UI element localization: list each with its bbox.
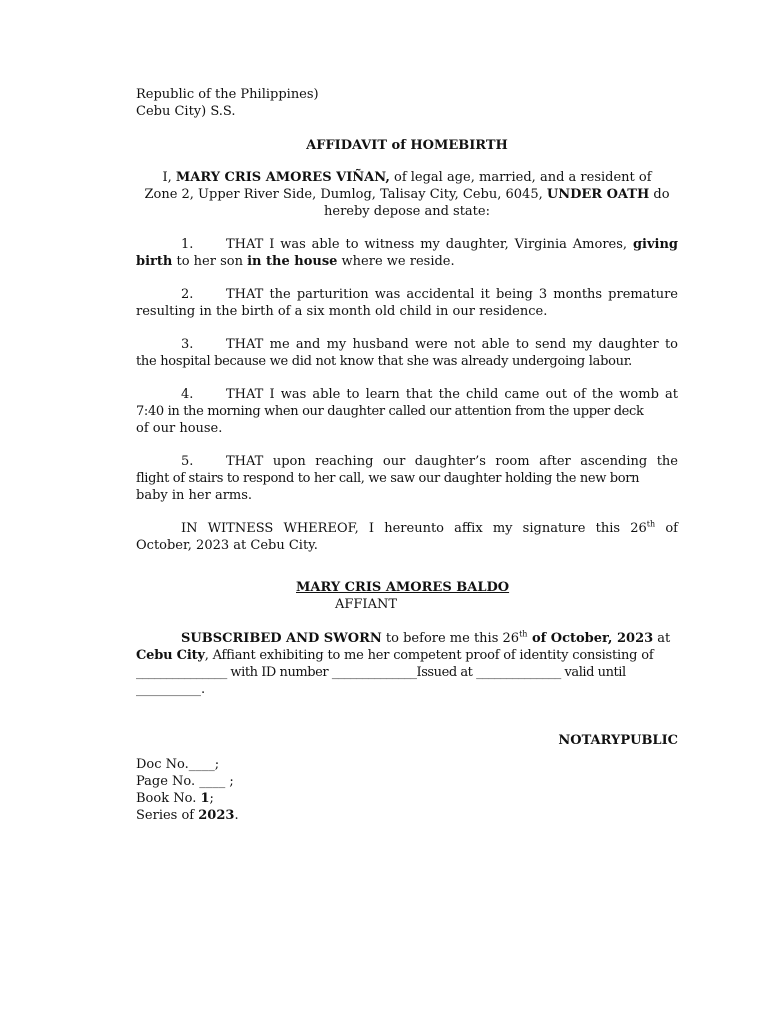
affidavit-document bbox=[136, 86, 678, 824]
item-number: 2. bbox=[181, 287, 194, 302]
list-item-4 bbox=[136, 386, 678, 437]
jurat-line-3: _______________ with ID number ______________Issued at ______________ valid until bbox=[136, 665, 626, 680]
document-register bbox=[136, 756, 678, 824]
jurat-text: to before me this 26 bbox=[381, 631, 520, 646]
item-2-line-2: resulting in the birth of a six month old child in our residence. bbox=[136, 304, 548, 319]
item-text: THAT me and my husband were not able to send my daughter to bbox=[226, 337, 678, 352]
book-number bbox=[136, 790, 678, 807]
item-4-line-3: of our house. bbox=[136, 421, 223, 436]
item-3-line-1 bbox=[136, 336, 678, 353]
item-2-line-1 bbox=[136, 286, 678, 303]
item-number: 5. bbox=[181, 454, 194, 469]
ordinal-suffix: th bbox=[646, 519, 656, 529]
intro-line-3: hereby depose and state: bbox=[324, 204, 490, 219]
item-bold-text: giving bbox=[632, 237, 678, 252]
list-item-3 bbox=[136, 336, 678, 370]
intro-paragraph bbox=[136, 169, 678, 220]
item-text: to her son bbox=[172, 254, 248, 269]
doc-number: Doc No.____; bbox=[136, 757, 220, 772]
affiant-name-bold: MARY CRIS AMORES VIÑAN, bbox=[175, 170, 390, 185]
item-number: 3. bbox=[181, 337, 194, 352]
witness-text: of bbox=[655, 521, 678, 536]
page-number: Page No. ____ ; bbox=[136, 774, 234, 789]
item-5-line-2: flight of stairs to respond to her call, we saw our daughter holding the new born bbox=[136, 471, 640, 486]
affiant-label: AFFIANT bbox=[335, 597, 397, 612]
book-punct: ; bbox=[209, 791, 214, 806]
book-label: Book No. bbox=[136, 791, 201, 806]
series-label: Series of bbox=[136, 808, 199, 823]
affiant-signature-name: MARY CRIS AMORES BALDO bbox=[296, 580, 510, 595]
series-punct: . bbox=[234, 808, 239, 823]
ordinal-suffix: th bbox=[519, 629, 528, 639]
item-text: THAT I was able to witness my daughter, Virginia Amores, bbox=[226, 237, 633, 252]
item-5-line-1 bbox=[136, 453, 678, 470]
item-text: THAT upon reaching our daughter’s room after ascending the bbox=[226, 454, 678, 469]
intro-text: Zone 2, Upper River Side, Dumlog, Talisay City, Cebu, 6045, bbox=[144, 187, 547, 202]
list-item-2 bbox=[136, 286, 678, 320]
list-item-1 bbox=[136, 236, 678, 270]
jurat-bold-text: Cebu City bbox=[136, 648, 205, 663]
item-1-line-2 bbox=[136, 253, 678, 270]
venue-header bbox=[136, 86, 678, 120]
series-year bbox=[136, 807, 678, 824]
book-value: 1 bbox=[200, 791, 210, 806]
intro-text: I, bbox=[162, 170, 176, 185]
item-text: THAT the parturition was accidental it being 3 months premature bbox=[226, 287, 678, 302]
notary-public-label: NOTARYPUBLIC bbox=[558, 733, 678, 748]
intro-text: of legal age, married, and a resident of bbox=[389, 170, 652, 185]
venue-line-1: Republic of the Philippines) bbox=[136, 87, 319, 102]
intro-line-2 bbox=[136, 186, 678, 203]
item-1-line-1 bbox=[136, 236, 678, 253]
under-oath-bold: UNDER OATH bbox=[546, 187, 650, 202]
signature-block bbox=[136, 579, 678, 613]
item-bold-text: birth bbox=[136, 254, 173, 269]
jurat-line-1 bbox=[136, 630, 678, 647]
intro-line-1 bbox=[136, 169, 678, 186]
witness-paragraph bbox=[136, 520, 678, 554]
intro-text: do bbox=[649, 187, 670, 202]
item-4-line-2: 7:40 in the morning when our daughter called our attention from the upper deck bbox=[136, 404, 644, 419]
list-item-5 bbox=[136, 453, 678, 504]
jurat-line-2 bbox=[136, 647, 678, 664]
jurat-bold-text: of October, 2023 bbox=[527, 631, 654, 646]
item-4-line-1 bbox=[136, 386, 678, 403]
witness-line-1 bbox=[136, 520, 678, 537]
witness-line-2: October, 2023 at Cebu City. bbox=[136, 538, 318, 553]
document-title: AFFIDAVIT of HOMEBIRTH bbox=[306, 138, 508, 153]
item-number: 1. bbox=[181, 237, 194, 252]
jurat-paragraph bbox=[136, 630, 678, 698]
witness-text: IN WITNESS WHEREOF, I hereunto affix my signature this 26 bbox=[181, 521, 647, 536]
item-5-line-3: baby in her arms. bbox=[136, 488, 253, 503]
item-text: where we reside. bbox=[337, 254, 455, 269]
item-3-line-2: the hospital because we did not know that she was already undergoing labour. bbox=[136, 354, 633, 369]
series-value: 2023 bbox=[198, 808, 235, 823]
item-text: THAT I was able to learn that the child came out of the womb at bbox=[226, 387, 678, 402]
item-bold-text: in the house bbox=[247, 254, 338, 269]
jurat-text: , Affiant exhibiting to me her competent proof of identity consisting of bbox=[204, 648, 654, 663]
jurat-bold-text: SUBSCRIBED AND SWORN bbox=[181, 631, 382, 646]
venue-line-2: Cebu City) S.S. bbox=[136, 104, 236, 119]
jurat-text: at bbox=[653, 631, 671, 646]
item-number: 4. bbox=[181, 387, 194, 402]
jurat-line-4: __________. bbox=[136, 682, 206, 697]
